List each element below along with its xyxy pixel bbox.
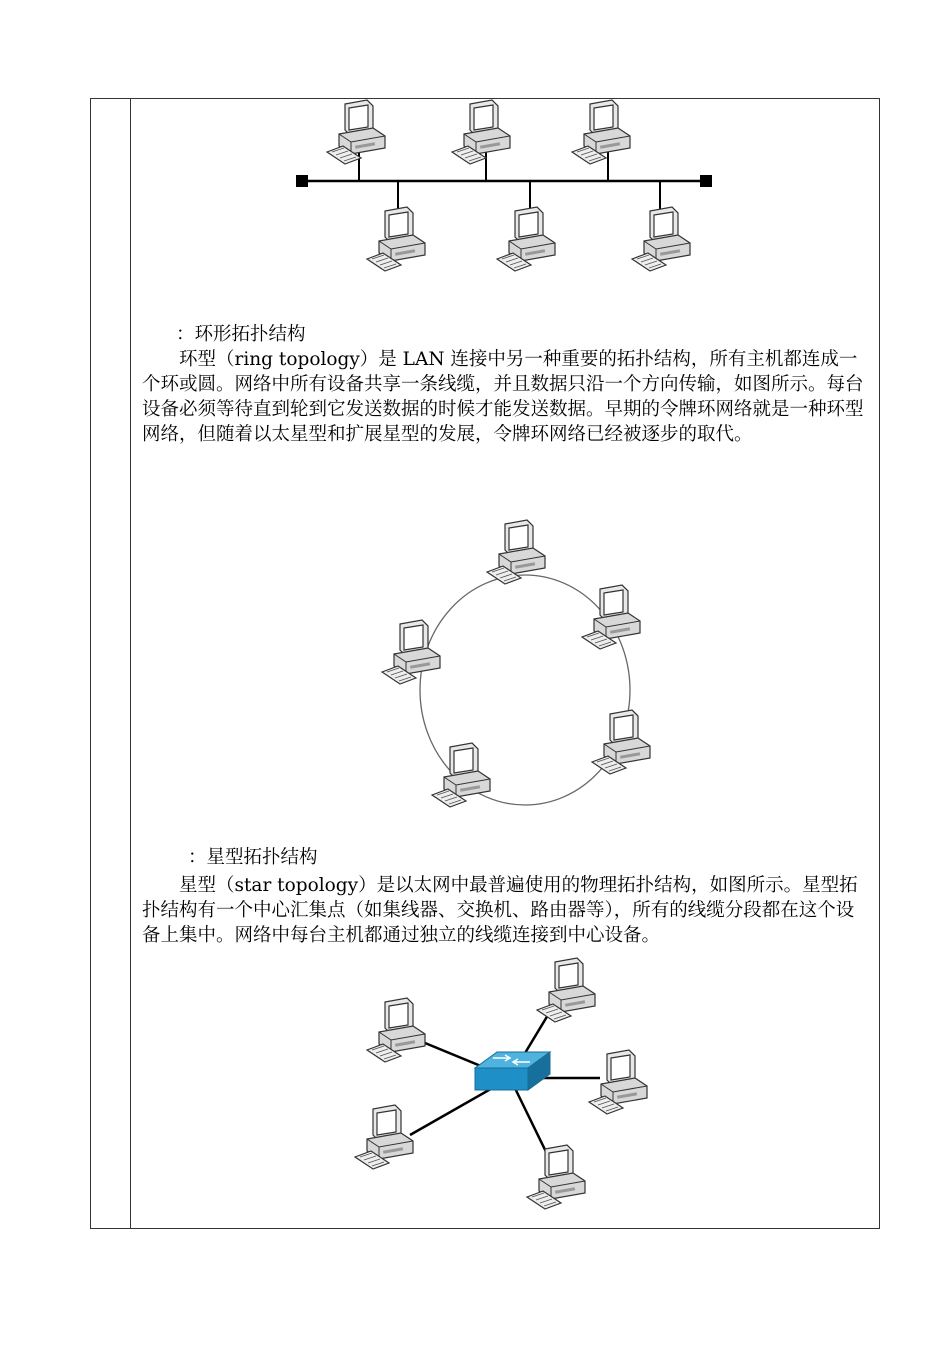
ring-paragraph-text: 环型（ring topology）是 LAN 连接中另一种重要的拓扑结构，所有主机都连成一个环或圆。网络中所有设备共享一条线缆，并且数据只沿一个方向传输，如图所示。每台设备必须等待直到轮到它发送数据的时候才能发送数据。早期的令牌环网络就是一种环型网络，但随着以太星型和扩展星型的发展，令牌环网络已经被逐步的取代。 xyxy=(142,349,864,445)
network-switch-icon xyxy=(475,1052,550,1090)
bus-terminator-icon xyxy=(700,175,712,187)
computer-icon xyxy=(527,1145,585,1209)
ring-section-heading: ：环形拓扑结构 xyxy=(176,324,306,345)
computer-icon xyxy=(432,743,490,807)
computer-icon xyxy=(592,710,650,774)
computer-icon xyxy=(487,520,545,584)
computer-icon xyxy=(589,1050,647,1114)
computer-icon xyxy=(572,100,630,164)
computer-icon xyxy=(382,620,440,684)
computer-icon xyxy=(367,998,425,1062)
computer-icon xyxy=(355,1105,413,1169)
ring-section-paragraph xyxy=(142,347,872,447)
computer-icon xyxy=(632,207,690,271)
star-topology-diagram xyxy=(345,950,665,1210)
computer-icon xyxy=(582,585,640,649)
star-section-paragraph xyxy=(142,873,872,948)
star-section-heading: ：星型拓扑结构 xyxy=(188,847,318,868)
table-left-column xyxy=(91,99,131,1228)
computer-icon xyxy=(537,958,595,1022)
computer-icon xyxy=(327,100,385,164)
computer-icon xyxy=(367,207,425,271)
star-paragraph-text: 星型（star topology）是以太网中最普遍使用的物理拓扑结构，如图所示。星型拓扑结构有一个中心汇集点（如集线器、交换机、路由器等），所有的线缆分段都在这个设备上集中。网络中每台主机都通过独立的线缆连接到中心设备。 xyxy=(142,875,858,946)
ring-topology-diagram xyxy=(380,515,670,815)
bus-terminator-icon xyxy=(296,175,308,187)
computer-icon xyxy=(452,100,510,164)
bus-topology-diagram xyxy=(290,95,720,275)
computer-icon xyxy=(497,207,555,271)
